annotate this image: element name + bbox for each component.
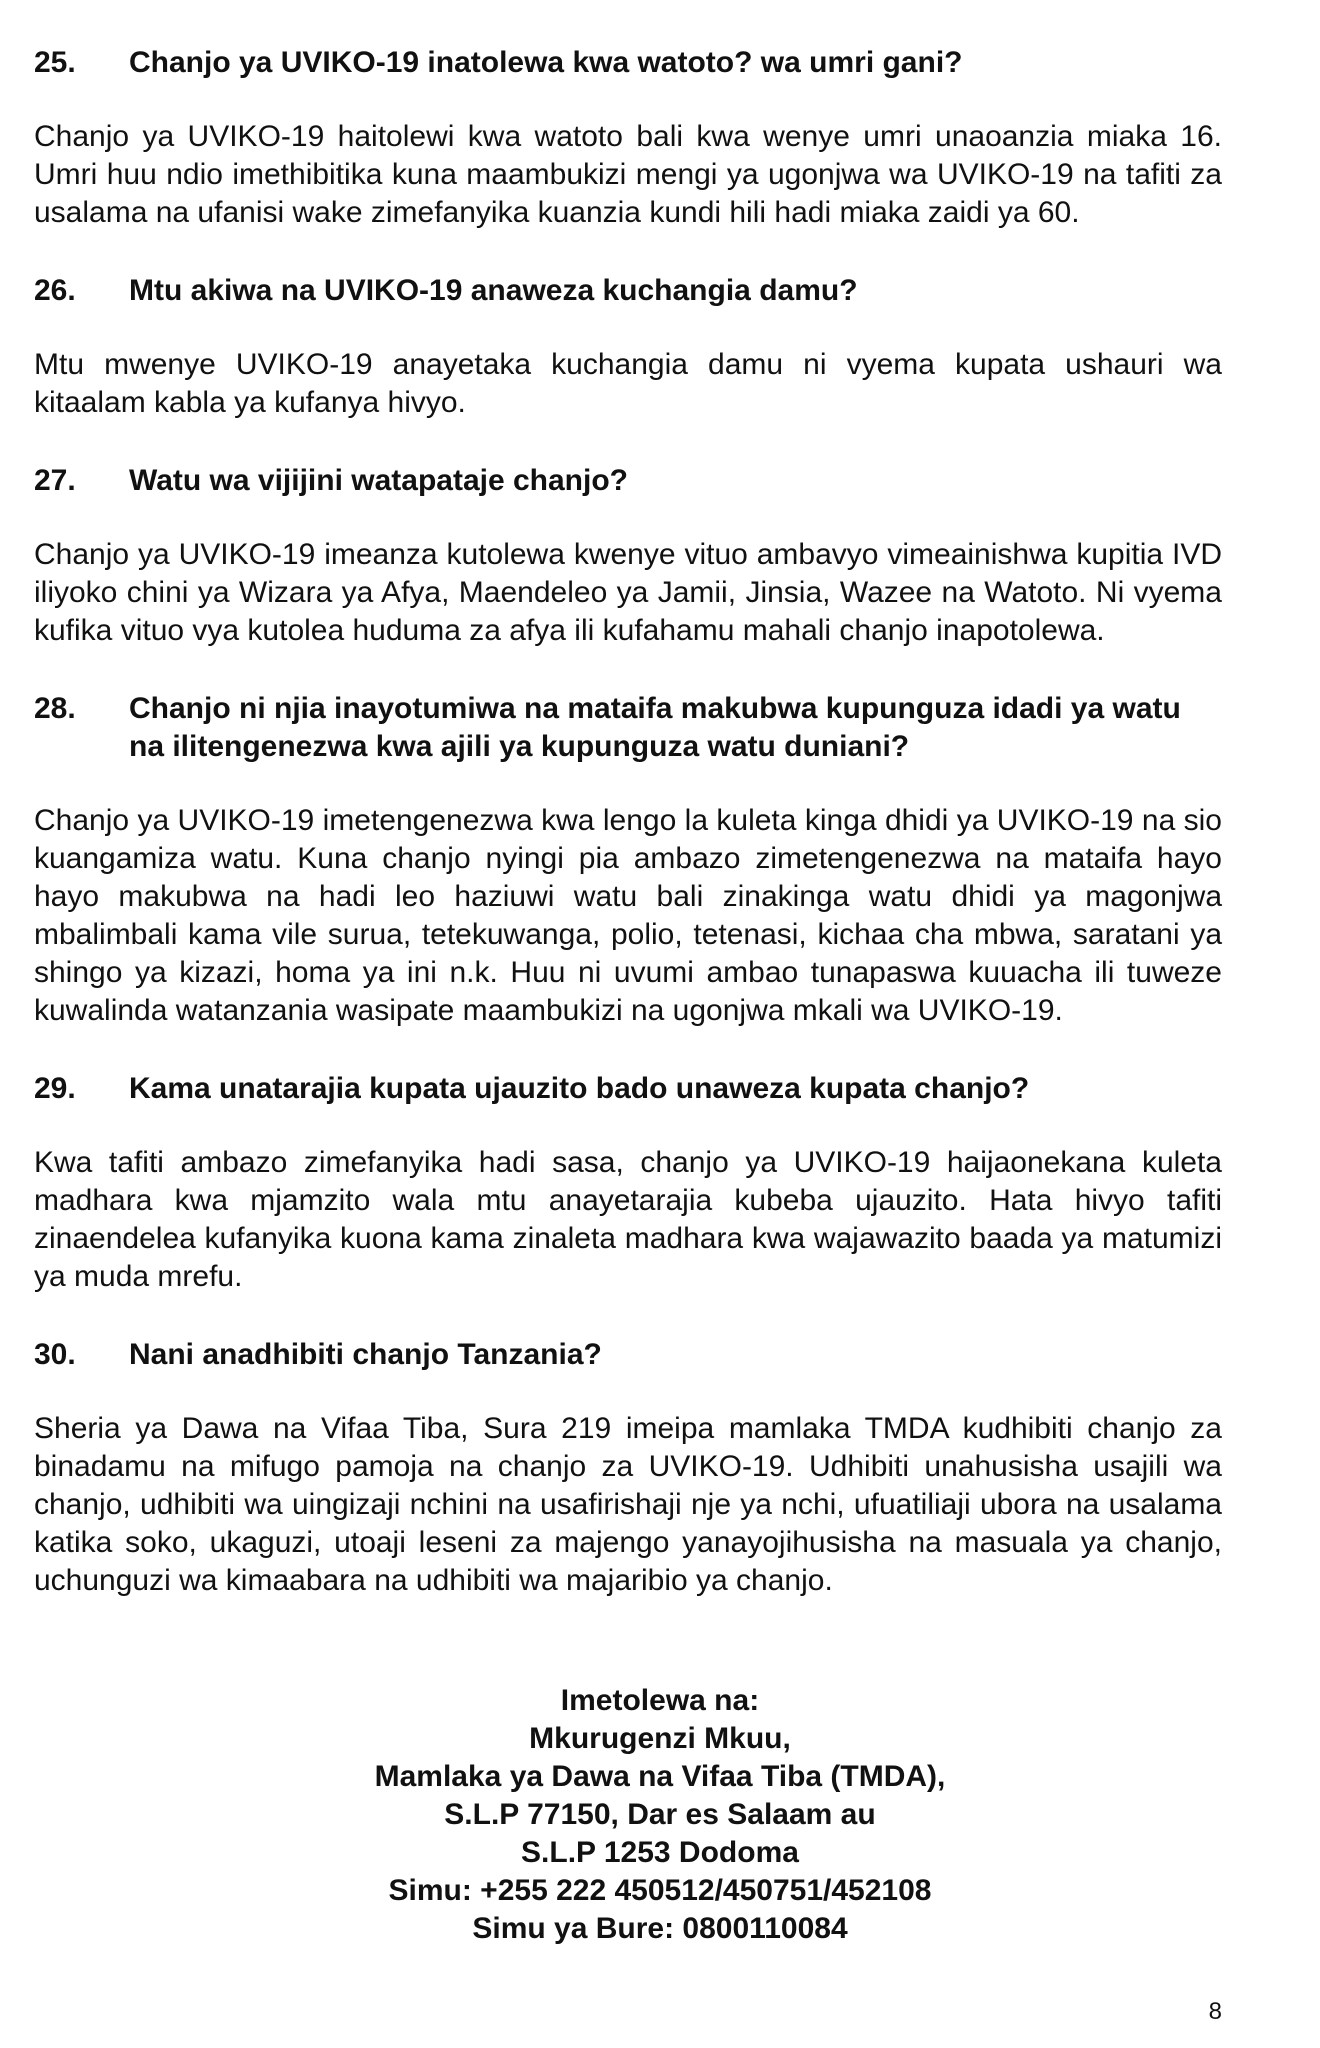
answer-paragraph: Mtu mwenye UVIKO-19 anayetaka kuchangia damu ni vyema kupata ushauri wa kitaalam kabla ya kufanya hivyo. [34, 348, 1222, 419]
question-heading [34, 1070, 1222, 1108]
question-number: 27. [34, 464, 76, 497]
footer-director: Mkurugenzi Mkuu, [529, 1722, 791, 1755]
footer-address-dodoma: S.L.P 1253 Dodoma [521, 1836, 799, 1869]
answer-paragraph: Kwa tafiti ambazo zimefanyika hadi sasa, chanjo ya UVIKO-19 haijaonekana kuleta madhara kwa mjamzito wala mtu anayetarajia kubeba ujauzito. Hata hivyo tafiti zinaendelea kufanyika kuona kama zinaleta madhara kwa wajawazito baada ya matumizi ya muda mrefu. [34, 1146, 1222, 1293]
issuer-footer [0, 1682, 1320, 1948]
faq-item-28 [34, 690, 1222, 1030]
footer-issued-by: Imetolewa na: [560, 1684, 760, 1717]
question-text: Chanjo ya UVIKO-19 inatolewa kwa watoto? wa umri gani? [129, 46, 963, 79]
answer-paragraph: Sheria ya Dawa na Vifaa Tiba, Sura 219 imeipa mamlaka TMDA kudhibiti chanjo za binadamu na mifugo pamoja na chanjo za UVIKO-19. Udhibiti unahusisha usajili wa chanjo, udhibiti wa uingizaji nchini na usafirishaji nje ya nchi, ufuatiliaji ubora na usalama katika soko, ukaguzi, utoaji leseni za majengo yanayojihusisha na masuala ya chanjo, uchunguzi wa kimaabara na udhibiti wa majaribio ya chanjo. [34, 1412, 1222, 1597]
question-heading [34, 690, 1222, 766]
question-number: 26. [34, 274, 76, 307]
answer-paragraph: Chanjo ya UVIKO-19 imeanza kutolewa kwenye vituo ambavyo vimeainishwa kupitia IVD iliyoko chini ya Wizara ya Afya, Maendeleo ya Jamii, Jinsia, Wazee na Watoto. Ni vyema kufika vituo vya kutolea huduma za afya ili kufahamu mahali chanjo inapotolewa. [34, 538, 1222, 647]
question-text: Watu wa vijijini watapataje chanjo? [129, 464, 628, 497]
faq-content [34, 44, 1222, 1640]
faq-item-26 [34, 272, 1222, 422]
footer-address-dar: S.L.P 77150, Dar es Salaam au [444, 1798, 876, 1831]
question-text: Nani anadhibiti chanjo Tanzania? [129, 1338, 602, 1371]
question-heading [34, 44, 1222, 82]
question-heading [34, 1336, 1222, 1374]
question-text: Mtu akiwa na UVIKO-19 anaweza kuchangia damu? [129, 274, 858, 307]
footer-phone: Simu: +255 222 450512/450751/452108 [388, 1874, 932, 1907]
question-heading [34, 462, 1222, 500]
answer-paragraph: Chanjo ya UVIKO-19 haitolewi kwa watoto bali kwa wenye umri unaoanzia miaka 16. Umri huu ndio imethibitika kuna maambukizi mengi ya ugonjwa wa UVIKO-19 na tafiti za usalama na ufanisi wake zimefanyika kuanzia kundi hili hadi miaka zaidi ya 60. [34, 120, 1222, 229]
footer-toll-free: Simu ya Bure: 0800110084 [472, 1912, 848, 1945]
page-number: 8 [1208, 1998, 1222, 2025]
answer-paragraph: Chanjo ya UVIKO-19 imetengenezwa kwa lengo la kuleta kinga dhidi ya UVIKO-19 na sio kuangamiza watu. Kuna chanjo nyingi pia ambazo zimetengenezwa na mataifa hayo hayo makubwa na hadi leo haziuwi watu bali zinakinga watu dhidi ya magonjwa mbalimbali kama vile surua, tetekuwanga, polio, tetenasi, kichaa cha mbwa, saratani ya shingo ya kizazi, homa ya ini n.k. Huu ni uvumi ambao tunapaswa kuuacha ili tuweze kuwalinda watanzania wasipate maambukizi na ugonjwa mkali wa UVIKO-19. [34, 804, 1222, 1027]
question-number: 30. [34, 1338, 76, 1371]
faq-item-27 [34, 462, 1222, 650]
footer-authority: Mamlaka ya Dawa na Vifaa Tiba (TMDA), [374, 1760, 946, 1793]
question-heading [34, 272, 1222, 310]
faq-item-29 [34, 1070, 1222, 1296]
question-text: Kama unatarajia kupata ujauzito bado unaweza kupata chanjo? [129, 1072, 1030, 1105]
question-number: 25. [34, 46, 76, 79]
faq-item-25 [34, 44, 1222, 232]
question-number: 29. [34, 1072, 76, 1105]
faq-item-30 [34, 1336, 1222, 1600]
question-text: Chanjo ni njia inayotumiwa na mataifa makubwa kupunguza idadi ya watu na ilitengenezwa kwa ajili ya kupunguza watu duniani? [129, 692, 1181, 763]
question-number: 28. [34, 692, 76, 725]
